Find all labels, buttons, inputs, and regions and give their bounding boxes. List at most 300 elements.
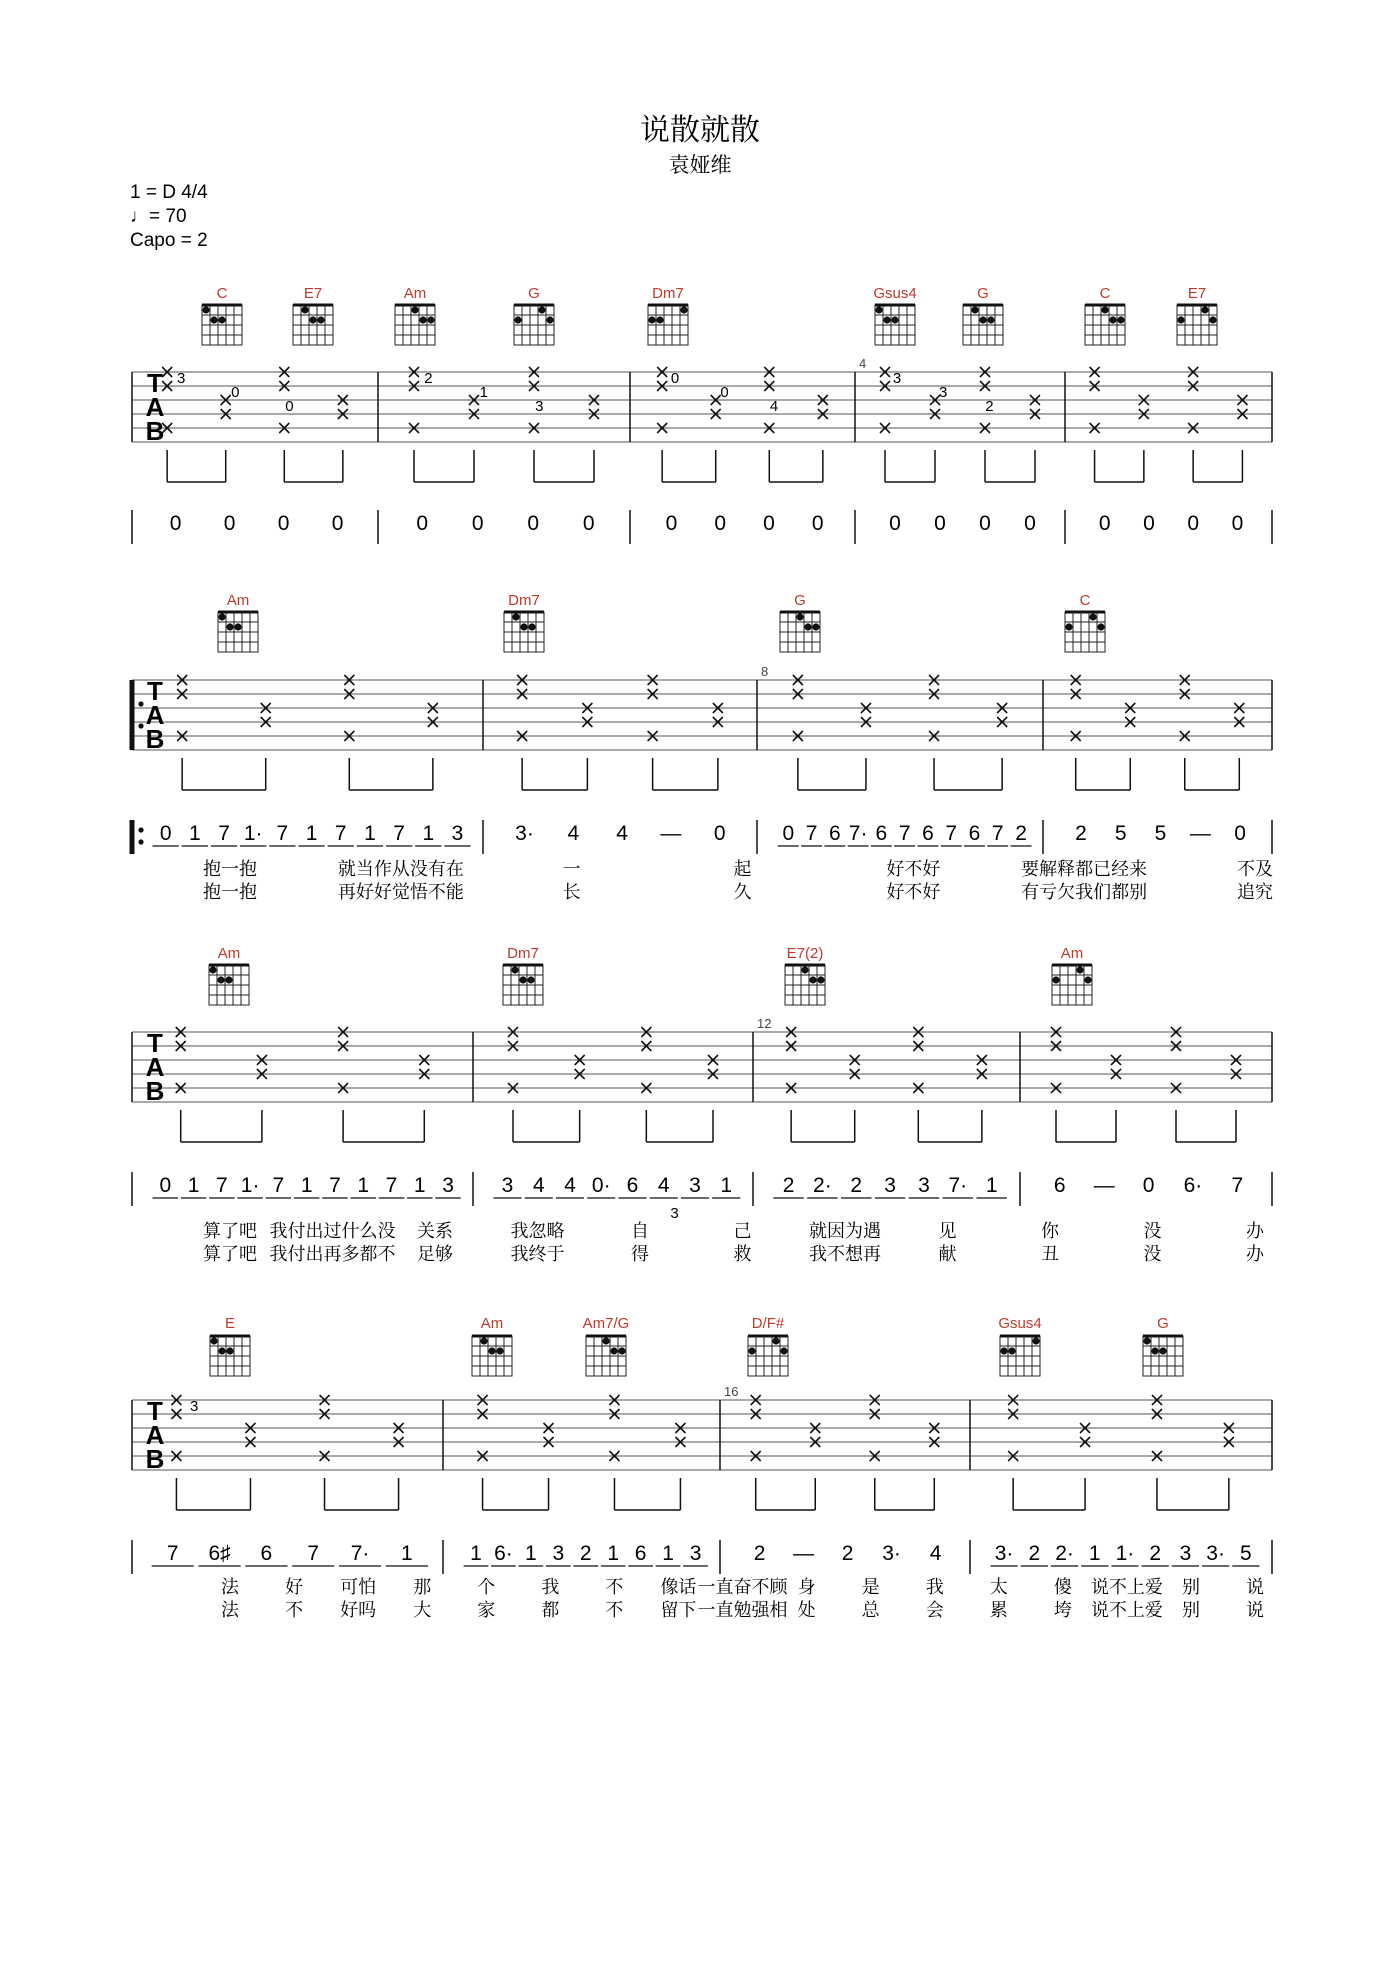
jianpu-note: 6· [494, 1542, 513, 1565]
lyric-text: 我 [925, 1577, 944, 1598]
jianpu-note: 3 [1179, 1542, 1192, 1565]
jianpu-note: 1 [187, 1174, 200, 1197]
jianpu-note: 0 [714, 512, 727, 535]
chord-diagram-dot [218, 1347, 225, 1354]
fret-number: 2 [424, 370, 433, 387]
jianpu-note: — [1189, 822, 1211, 845]
lyric-text: 久 [733, 882, 752, 903]
chord-diagram-dot [648, 316, 655, 323]
lyric-text: 就当作从没有在 [337, 859, 464, 880]
jianpu-note: 0 [1098, 512, 1111, 535]
jianpu-note: 0 [889, 512, 901, 535]
jianpu-note: 0 [159, 1174, 172, 1197]
lyric-text: 一 [562, 859, 581, 880]
tempo-marking: ♩= 70 [130, 206, 187, 227]
chord-diagram-dot [1052, 976, 1059, 983]
chord-diagram-dot [1032, 1337, 1039, 1344]
triplet-mark: 3 [670, 1205, 679, 1222]
tab-clef-letter: A [145, 392, 165, 422]
chord-name: Dm7 [652, 285, 684, 302]
jianpu-note: 7· [948, 1174, 968, 1197]
fret-number: 0 [285, 398, 294, 415]
jianpu-note: 2 [1028, 1542, 1041, 1565]
chord-diagram-dot [226, 623, 233, 630]
lyric-text: 抱一抱 [203, 882, 257, 903]
chord-diagram-dot [309, 316, 316, 323]
lyric-text: 好不好 [886, 859, 941, 880]
chord-name: Gsus4 [998, 1315, 1042, 1332]
jianpu-note: 1 [189, 822, 201, 845]
measure-number: 16 [724, 1384, 739, 1399]
jianpu-note: 7 [898, 822, 911, 845]
jianpu-note: — [1093, 1174, 1115, 1197]
jianpu-note: 1 [470, 1542, 482, 1565]
jianpu-note: 3· [1206, 1542, 1225, 1565]
jianpu-note: 7 [393, 822, 405, 845]
chord-diagram-dot [496, 1347, 503, 1354]
lyric-text: 不 [285, 1600, 304, 1621]
chord-diagram-dot [528, 623, 535, 630]
lyric-text: 好吗 [340, 1600, 377, 1621]
jianpu-note: 1· [243, 822, 263, 845]
jianpu-note: 3· [994, 1542, 1014, 1565]
lyric-text: 我忽略 [510, 1221, 565, 1242]
lyric-text: 丑 [1041, 1244, 1059, 1265]
lyric-text: 有亏欠我们都别 [1021, 882, 1148, 903]
chord-diagram-dot [218, 316, 225, 323]
jianpu-note: 2 [782, 1174, 795, 1197]
chord-diagram-dot [748, 1347, 755, 1354]
chord-diagram-dot [217, 976, 224, 983]
lyric-text: 没 [1143, 1244, 1162, 1265]
chord-diagram-dot [656, 316, 663, 323]
lyric-text: 起 [733, 859, 752, 880]
chord-name: Am [1060, 945, 1084, 962]
jianpu-note: 1 [607, 1542, 620, 1565]
chord-diagram-dot [610, 1347, 617, 1354]
jianpu-note: 3 [689, 1542, 702, 1565]
lyric-text: 办 [1246, 1221, 1264, 1242]
chord-diagram-dot [546, 316, 553, 323]
chord-name: Am [226, 592, 250, 609]
lyric-text: 不及 [1237, 859, 1273, 880]
chord-diagram-dot [1097, 623, 1104, 630]
jianpu-note: 2 [841, 1542, 854, 1565]
jianpu-note: 0 [1142, 1174, 1155, 1197]
jianpu-note: 2 [579, 1542, 592, 1565]
lyric-text: 可怕 [340, 1577, 377, 1598]
artist-name: 袁娅维 [668, 153, 732, 177]
jianpu-note: 7 [1231, 1174, 1244, 1197]
lyric-text: 垮 [1053, 1600, 1072, 1621]
chord-diagram-dot [520, 623, 527, 630]
lyric-text: 追究 [1237, 882, 1273, 903]
lyric-text: 留下 [660, 1600, 697, 1621]
jianpu-note: 0 [1024, 512, 1036, 535]
jianpu-note: 6 [634, 1542, 647, 1565]
jianpu-note: 3 [884, 1174, 896, 1197]
tab-clef-letter: B [145, 1076, 165, 1106]
lyric-text: 傻 [1053, 1577, 1072, 1598]
lyric-text: 自 [631, 1221, 649, 1242]
chord-diagram-dot [1109, 316, 1116, 323]
jianpu-note: 2 [850, 1174, 863, 1197]
jianpu-note: 6 [968, 822, 981, 845]
measure-number: 4 [859, 356, 867, 371]
chord-diagram-dot [1000, 1347, 1007, 1354]
lyric-text: 好 [285, 1577, 304, 1598]
chord-diagram-dot [680, 306, 687, 313]
chord-diagram-dot [809, 976, 816, 983]
lyric-text: 说不上爱 [1090, 1600, 1163, 1621]
chord-diagram-dot [883, 316, 890, 323]
lyric-text: 处 [797, 1600, 816, 1621]
jianpu-note: 6 [922, 822, 934, 845]
jianpu-note: 1· [1115, 1542, 1135, 1565]
tab-clef-letter: T [147, 1396, 163, 1426]
jianpu-note: 3 [501, 1174, 514, 1197]
jianpu-note: 0 [159, 822, 172, 845]
chord-diagram-dot [987, 316, 994, 323]
fret-number: 4 [769, 398, 779, 415]
lyric-text: 会 [925, 1600, 944, 1621]
chord-diagram-dot [419, 316, 426, 323]
lyric-text: 家 [477, 1600, 496, 1621]
lyric-text: 办 [1246, 1244, 1264, 1265]
jianpu-note: 7 [218, 822, 230, 845]
chord-diagram-dot [1117, 316, 1124, 323]
jianpu-note: 3· [515, 822, 534, 845]
jianpu-note: 0 [169, 512, 182, 535]
chord-name: D/F# [751, 1315, 785, 1332]
jianpu-note: 5 [1154, 822, 1167, 845]
jianpu-note: 4 [564, 1174, 576, 1197]
measure-number: 8 [761, 664, 769, 679]
lyric-text: 一直奋不顾 [697, 1577, 788, 1598]
chord-diagram-dot [1065, 623, 1072, 630]
chord-diagram-dot [796, 613, 803, 620]
lyric-text: 足够 [417, 1244, 453, 1265]
chord-name: Gsus4 [873, 285, 917, 302]
chord-diagram-dot [427, 316, 434, 323]
jianpu-note: 7 [272, 1174, 285, 1197]
tab-clef-letter: T [147, 368, 163, 398]
lyric-text: 得 [631, 1244, 649, 1265]
jianpu-note: 0 [811, 512, 824, 535]
lyric-text: 我不想再 [809, 1244, 881, 1265]
jianpu-note: 6· [1183, 1174, 1203, 1197]
chord-name: Am [217, 945, 241, 962]
jianpu-note: 1 [1088, 1542, 1101, 1565]
lyric-text: 身 [797, 1577, 816, 1598]
chord-name: E [224, 1315, 236, 1332]
lyric-text: 一直勉强相 [697, 1600, 788, 1621]
key-signature: 1 = D 4/4 [130, 182, 208, 203]
lyric-text: 算了吧 [203, 1221, 257, 1242]
jianpu-note: 0 [1231, 512, 1244, 535]
chord-diagram-dot [411, 306, 418, 313]
jianpu-note: 0 [713, 822, 726, 845]
jianpu-note: 5 [1240, 1542, 1252, 1565]
lyric-text: 总 [861, 1600, 880, 1621]
tab-clef-letter: A [145, 1420, 165, 1450]
chord-diagram-dot [1159, 1347, 1166, 1354]
chord-diagram-dot [511, 966, 518, 973]
chord-name: G [794, 592, 806, 609]
system [132, 945, 1272, 1265]
chord-diagram-dot [480, 1337, 487, 1344]
tab-clef-letter: T [147, 676, 163, 706]
chord-diagram-dot [317, 316, 324, 323]
chord-diagram-dot [979, 316, 986, 323]
fret-number: 3 [939, 384, 948, 401]
chord-diagram-dot [1008, 1347, 1015, 1354]
chord-name: Am [403, 285, 427, 302]
jianpu-note: 1 [422, 822, 435, 845]
jianpu-note: 0 [1187, 512, 1200, 535]
jianpu-note: 7 [805, 822, 818, 845]
jianpu-note: 7 [329, 1174, 341, 1197]
repeat-dot [138, 723, 143, 728]
jianpu-note: 7· [350, 1542, 370, 1565]
jianpu-note: 3 [689, 1174, 701, 1197]
jianpu-note: 6 [626, 1174, 639, 1197]
jianpu-note: 2 [753, 1542, 766, 1565]
chord-diagram-dot [812, 623, 819, 630]
chord-name: E7(2) [786, 945, 824, 962]
jianpu-note: 4 [616, 822, 628, 845]
lyric-text: 我付出过什么没 [269, 1221, 396, 1242]
jianpu-note: 3 [451, 822, 464, 845]
chord-name: C [216, 285, 228, 302]
lyric-text: 没 [1143, 1221, 1162, 1242]
jianpu-note: 0 [782, 822, 795, 845]
lyric-text: 算了吧 [203, 1244, 257, 1265]
lyric-text: 像话 [660, 1577, 697, 1598]
lyric-text: 太 [989, 1577, 1008, 1598]
jianpu-note: 6 [829, 822, 841, 845]
song-title: 说散就散 [640, 113, 760, 148]
jianpu-note: 7 [307, 1542, 320, 1565]
chord-diagram-dot [772, 1337, 779, 1344]
repeat-dot [138, 827, 143, 832]
jianpu-note: 7 [166, 1542, 179, 1565]
chord-diagram-dot [1076, 966, 1083, 973]
jianpu-note: 5 [1114, 822, 1127, 845]
chord-diagram-dot [519, 976, 526, 983]
fret-number: 3 [892, 370, 902, 387]
lyric-text: 救 [733, 1244, 752, 1265]
jianpu-note: 0 [1234, 822, 1246, 845]
lyric-text: 我终于 [510, 1244, 565, 1265]
jianpu-note: 0· [591, 1174, 611, 1197]
lyric-text: 个 [477, 1577, 496, 1598]
tab-clef-letter: A [145, 700, 165, 730]
jianpu-note: 1 [305, 822, 318, 845]
jianpu-note: 0 [471, 512, 484, 535]
lyric-text: 累 [989, 1600, 1008, 1621]
lyric-text: 见 [938, 1221, 957, 1242]
jianpu-note: 0 [416, 512, 429, 535]
jianpu-note: 0 [763, 512, 775, 535]
jianpu-note: 4 [929, 1542, 942, 1565]
jianpu-note: 0 [934, 512, 946, 535]
jianpu-note: 0 [331, 512, 344, 535]
jianpu-note: 1 [413, 1174, 426, 1197]
fret-number: 3 [190, 1398, 199, 1415]
system [132, 592, 1273, 903]
fret-number: 0 [720, 384, 729, 401]
chord-diagram-dot [817, 976, 824, 983]
chord-diagram-dot [538, 306, 545, 313]
fret-number: 1 [479, 384, 489, 401]
chord-diagram-dot [512, 613, 519, 620]
jianpu-note: 1 [364, 822, 376, 845]
repeat-dot [138, 839, 143, 844]
lyric-text: 我付出再多都不 [269, 1244, 396, 1265]
jianpu-note: — [660, 822, 682, 845]
chord-diagram-dot [209, 966, 216, 973]
fret-number: 3 [535, 398, 544, 415]
chord-diagram-dot [1143, 1337, 1150, 1344]
lyric-text: 别 [1181, 1600, 1200, 1621]
jianpu-note: 0 [277, 512, 290, 535]
lyric-text: 不 [605, 1577, 624, 1598]
chord-diagram-dot [225, 976, 232, 983]
jianpu-note: 6 [1053, 1174, 1066, 1197]
jianpu-note: 4 [567, 822, 580, 845]
jianpu-note: 1 [401, 1542, 413, 1565]
lyric-text: 抱一抱 [203, 859, 257, 880]
chord-name: C [1099, 285, 1111, 302]
jianpu-note: 2· [813, 1174, 832, 1197]
chord-diagram-dot [202, 306, 209, 313]
lyric-text: 大 [413, 1600, 432, 1621]
chord-diagram-dot [1201, 306, 1208, 313]
chord-diagram-dot [226, 1347, 233, 1354]
measure-number: 12 [757, 1016, 772, 1031]
chord-diagram-dot [301, 306, 308, 313]
lyric-text: 长 [562, 882, 581, 903]
tab-clef-letter: B [145, 416, 165, 446]
chord-diagram-dot [1151, 1347, 1158, 1354]
lyric-text: 别 [1181, 1577, 1200, 1598]
jianpu-note: 0 [1143, 512, 1155, 535]
chord-diagram-dot [1084, 976, 1091, 983]
chord-diagram-dot [1101, 306, 1108, 313]
jianpu-note: 4 [657, 1174, 670, 1197]
jianpu-note: 0 [979, 512, 991, 535]
lyric-text: 我 [541, 1577, 560, 1598]
jianpu-note: 3 [918, 1174, 930, 1197]
system [132, 285, 1272, 544]
chord-diagram-dot [801, 966, 808, 973]
lyric-text: 再好好觉悟不能 [337, 882, 464, 903]
chord-name: Dm7 [508, 592, 540, 609]
repeat-dot [138, 701, 143, 706]
lyric-text: 不 [605, 1600, 624, 1621]
jianpu-note: 2 [1149, 1542, 1162, 1565]
tab-clef-letter: B [145, 724, 165, 754]
jianpu-note: 6♯ [208, 1542, 231, 1565]
chord-diagram-dot [804, 623, 811, 630]
chord-diagram-dot [1209, 316, 1216, 323]
jianpu-note: 1 [720, 1174, 733, 1197]
jianpu-note: 7 [216, 1174, 228, 1197]
jianpu-note: 0 [223, 512, 236, 535]
lyric-text: 献 [938, 1244, 957, 1265]
chord-diagram-dot [218, 613, 225, 620]
jianpu-note: 1 [357, 1174, 370, 1197]
jianpu-note: 3 [552, 1542, 565, 1565]
chord-diagram-dot [891, 316, 898, 323]
chord-name: Am7/G [582, 1315, 630, 1332]
chord-name: G [977, 285, 989, 302]
chord-diagram-dot [527, 976, 534, 983]
jianpu-note: 0 [665, 512, 678, 535]
jianpu-note: 1 [985, 1174, 998, 1197]
jianpu-note: 2 [1015, 822, 1027, 845]
chord-diagram-dot [488, 1347, 495, 1354]
fret-number: 2 [985, 398, 994, 415]
chord-name: Dm7 [507, 945, 539, 962]
chord-diagram-dot [875, 306, 882, 313]
jianpu-note: 0 [527, 512, 540, 535]
jianpu-note: 1· [240, 1174, 260, 1197]
lyric-text: 好不好 [886, 882, 941, 903]
jianpu-note: 1 [525, 1542, 537, 1565]
jianpu-note: 3 [442, 1174, 454, 1197]
chord-diagram-dot [971, 306, 978, 313]
chord-name: E7 [303, 285, 323, 302]
lyric-text: 说 [1246, 1577, 1264, 1598]
chord-diagram-dot [780, 1347, 787, 1354]
lyric-text: 是 [861, 1577, 880, 1598]
chord-name: E7 [1187, 285, 1207, 302]
lyric-text: 说 [1246, 1600, 1264, 1621]
jianpu-note: 2· [1055, 1542, 1074, 1565]
chord-diagram-dot [618, 1347, 625, 1354]
lyric-text: 法 [221, 1600, 239, 1621]
fret-number: 0 [670, 370, 680, 387]
jianpu-note: 3· [882, 1542, 901, 1565]
jianpu-note: 4 [532, 1174, 545, 1197]
capo-marking: Capo = 2 [130, 230, 208, 251]
jianpu-note: 7 [334, 822, 347, 845]
jianpu-note: 1 [662, 1542, 674, 1565]
lyric-text: 法 [221, 1577, 239, 1598]
chord-diagram-dot [1177, 316, 1184, 323]
lyric-text: 关系 [417, 1221, 453, 1242]
lyric-text: 都 [541, 1600, 560, 1621]
jianpu-note: 1 [300, 1174, 313, 1197]
jianpu-note: 2 [1075, 822, 1087, 845]
tab-clef-letter: B [145, 1444, 165, 1474]
chord-name: C [1079, 592, 1091, 609]
jianpu-note: 7 [991, 822, 1004, 845]
jianpu-note: 6 [260, 1542, 273, 1565]
jianpu-note: 7 [945, 822, 958, 845]
fret-number: 0 [231, 384, 240, 401]
tab-clef-letter: A [145, 1052, 165, 1082]
jianpu-note: 7 [276, 822, 289, 845]
jianpu-note: 0 [582, 512, 595, 535]
jianpu-note: — [793, 1542, 815, 1565]
chord-name: G [528, 285, 540, 302]
jianpu-note: 7 [385, 1174, 398, 1197]
jianpu-note: 7· [848, 822, 868, 845]
lyric-text: 说不上爱 [1090, 1577, 1163, 1598]
